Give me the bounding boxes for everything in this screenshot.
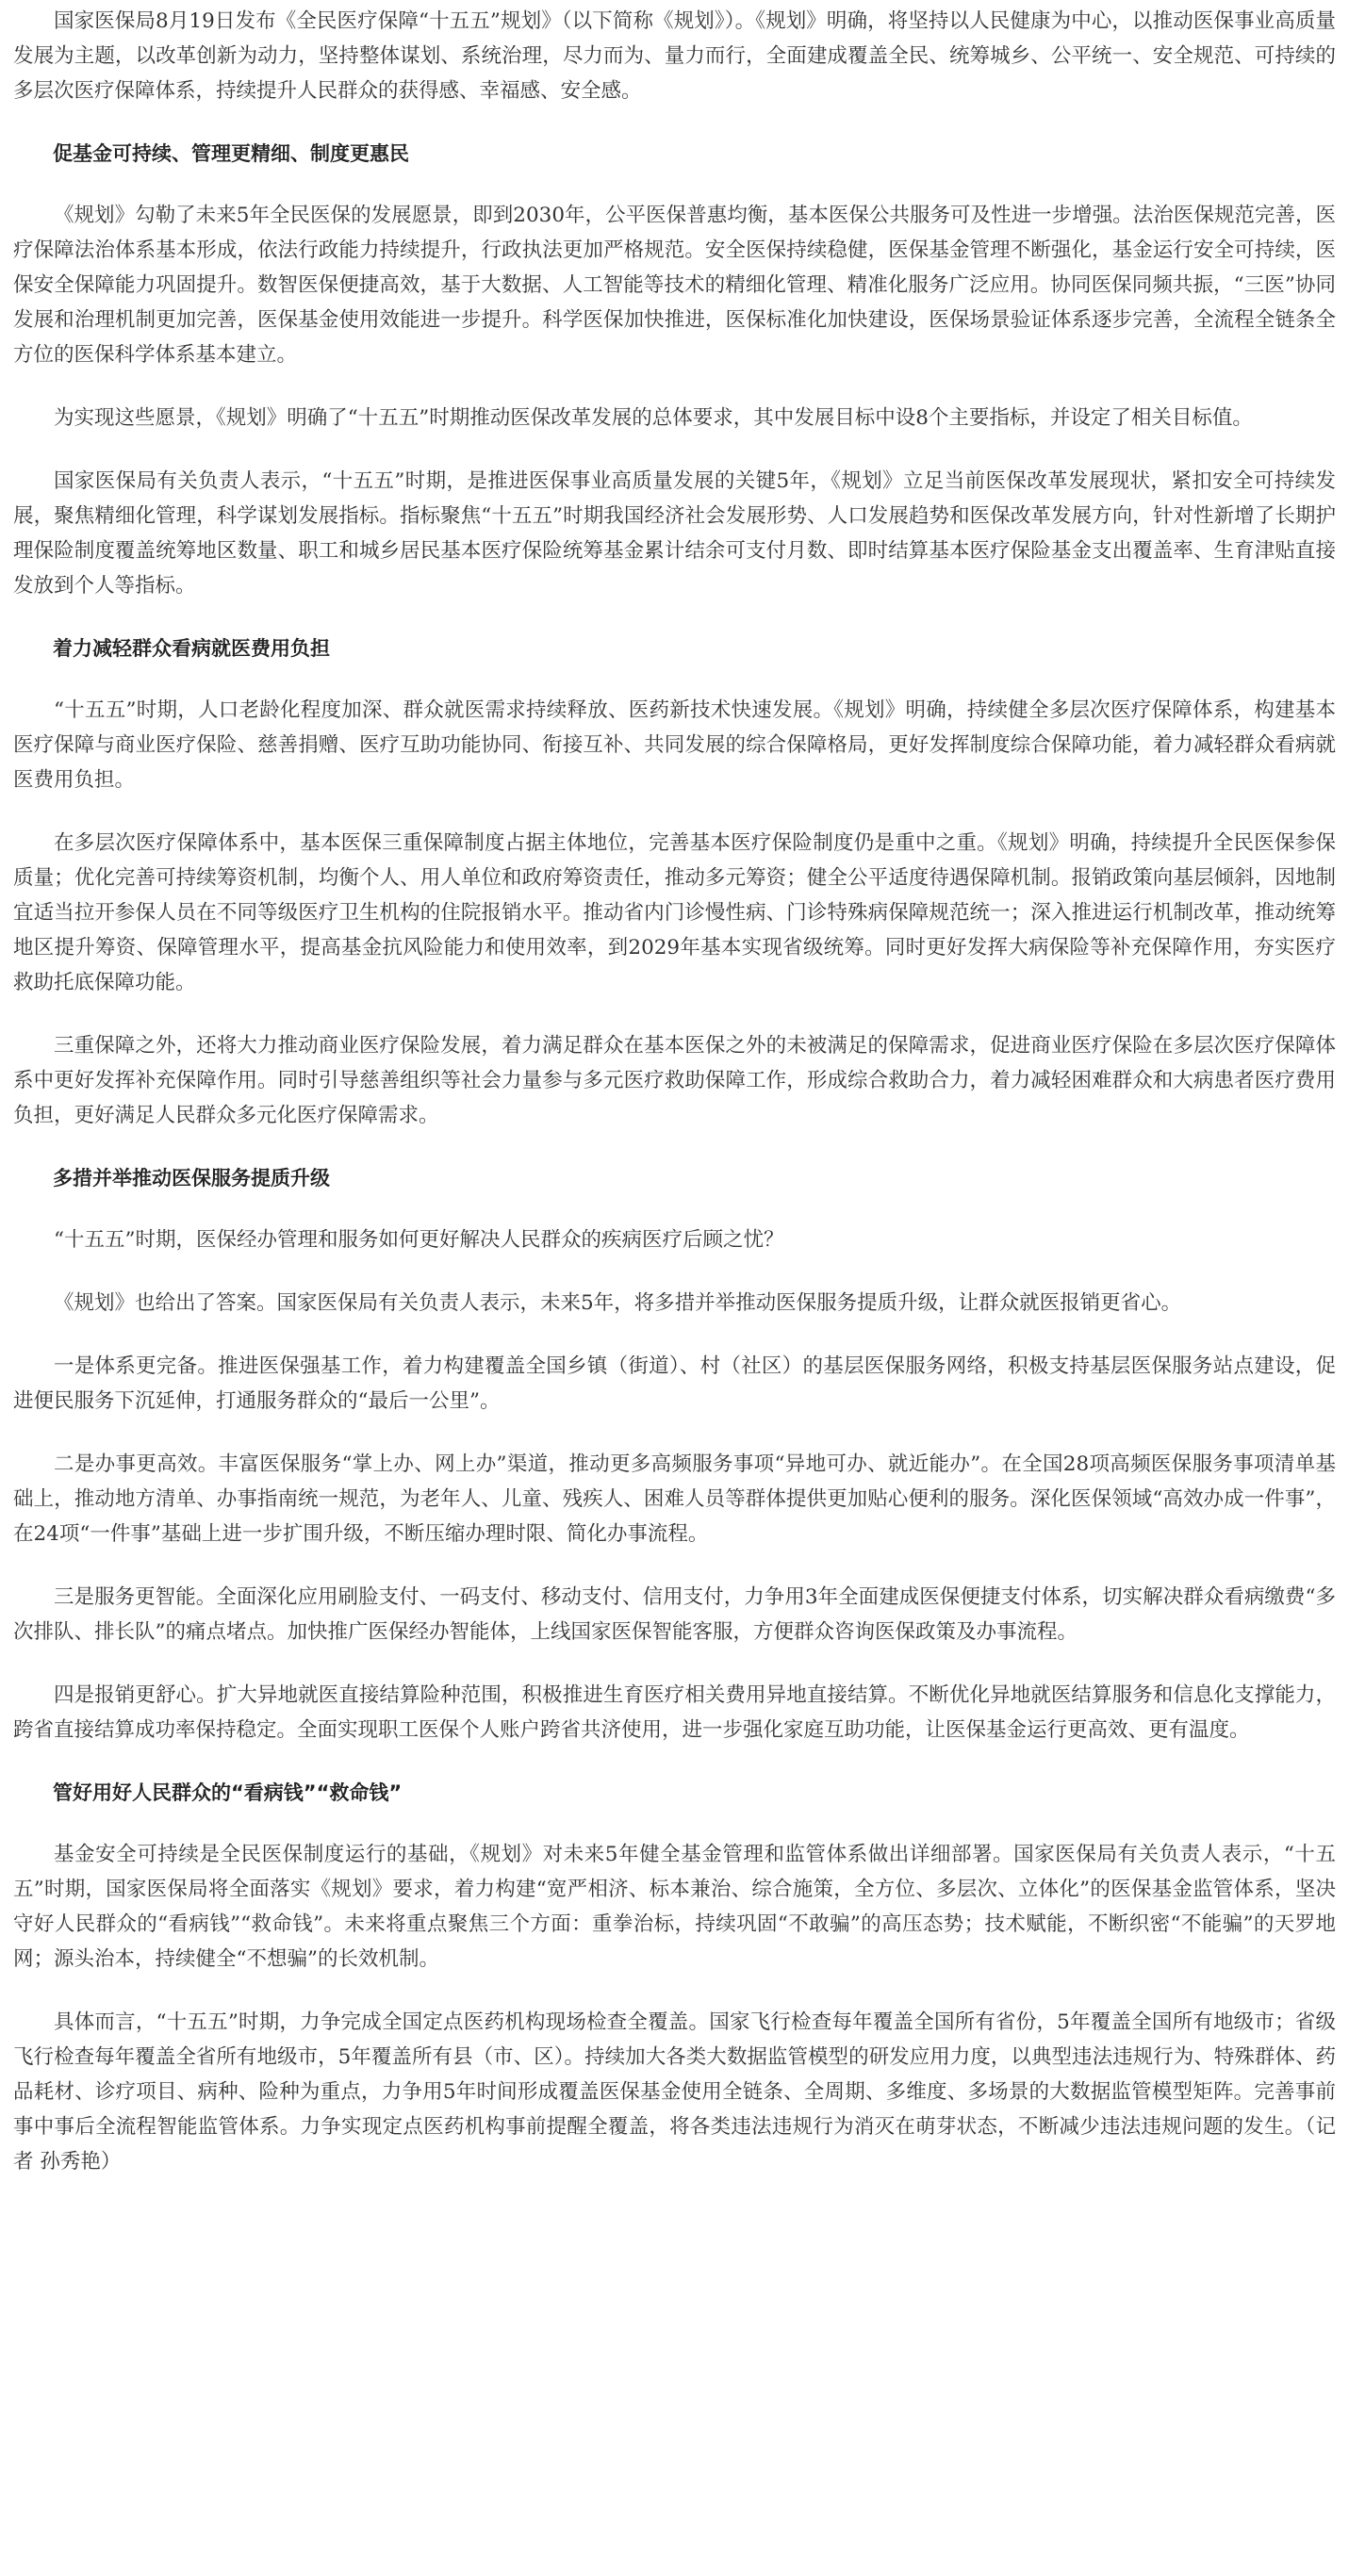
paragraph-supervision-details: 具体而言，“十五五”时期，力争完成全国定点医药机构现场检查全覆盖。国家飞行检查每年覆盖全国所有省份，5年覆盖全国所有地级市；省级飞行检查每年覆盖全省所有地级市，5年覆盖所有县（市、区）。持续加大各类大数据监管模型的研发应用力度，以典型违法违规行为、特殊群体、药品耗材、诊疗项目、病种、险种为重点，力争用5年时间形成覆盖医保基金使用全链条、全周期、多维度、多场景的大数据监管模型矩阵。完善事前事中事后全流程智能监管体系。力争实现定点医药机构事前提醒全覆盖，将各类违法违规行为消灭在萌芽状态，不断减少违法违规问题的发生。（记者 孙秀艳） xyxy=(13,2010,1336,2174)
paragraph-service-answer: 《规划》也给出了答案。国家医保局有关负责人表示，未来5年，将多措并举推动医保服务提质升级，让群众就医报销更省心。 xyxy=(54,1291,1182,1315)
section-heading-fund-supervision: 管好用好人民群众的“看病钱”“救命钱” xyxy=(53,1781,403,1804)
paragraph-supervision-system: 基金安全可持续是全民医保制度运行的基础，《规划》对未来5年健全基金管理和监管体系做出详细部署。国家医保局有关负责人表示，“十五五”时期，国家医保局将全面落实《规划》要求，着力构建“宽严相济、标本兼治、综合施策，全方位、多层次、立体化”的医保基金监管体系，坚决守好人民群众的“看病钱”“救命钱”。未来将重点聚焦三个方面：重拳治标，持续巩固“不敢骗”的高压态势；技术赋能，不断织密“不能骗”的天罗地网；源头治本，持续健全“不想骗”的长效机制。 xyxy=(13,1843,1336,1971)
paragraph-point-one: 一是体系更完备。推进医保强基工作，着力构建覆盖全国乡镇（街道）、村（社区）的基层医保服务网络，积极支持基层医保服务站点建设，促进便民服务下沉延伸，打通服务群众的“最后一公里”。 xyxy=(13,1354,1336,1413)
section-heading-reduce-burden: 着力减轻群众看病就医费用负担 xyxy=(53,637,330,660)
paragraph-overall-requirements: 为实现这些愿景，《规划》明确了“十五五”时期推动医保改革发展的总体要求，其中发展目标中设8个主要指标，并设定了相关目标值。 xyxy=(54,406,1253,430)
paragraph-point-four: 四是报销更舒心。扩大异地就医直接结算险种范围，积极推进生育医疗相关费用异地直接结算。不断优化异地就医结算服务和信息化支撑能力，跨省直接结算成功率保持稳定。全面实现职工医保个人账户跨省共济使用，进一步强化家庭互助功能，让医保基金运行更高效、更有温度。 xyxy=(13,1683,1336,1742)
paragraph-point-three: 三是服务更智能。全面深化应用刷脸支付、一码支付、移动支付、信用支付，力争用3年全面建成医保便捷支付体系，切实解决群众看病缴费“多次排队、排长队”的痛点堵点。加快推广医保经办智能体，上线国家医保智能客服，方便群众咨询医保政策及办事流程。 xyxy=(13,1585,1336,1644)
paragraph-vision: 《规划》勾勒了未来5年全民医保的发展愿景，即到2030年，公平医保普惠均衡，基本医保公共服务可及性进一步增强。法治医保规范完善，医疗保障法治体系基本形成，依法行政能力持续提升，行政执法更加严格规范。安全医保持续稳健，医保基金管理不断强化，基金运行安全可持续，医保安全保障能力巩固提升。数智医保便捷高效，基于大数据、人工智能等技术的精细化管理、精准化服务广泛应用。协同医保同频共振，“三医”协同发展和治理机制更加完善，医保基金使用效能进一步提升。科学医保加快推进，医保标准化加快建设，医保场景验证体系逐步完善，全流程全链条全方位的医保科学体系基本建立。 xyxy=(13,204,1336,367)
section-heading-fund-sustainability: 促基金可持续、管理更精细、制度更惠民 xyxy=(53,142,409,165)
paragraph-indicators: 国家医保局有关负责人表示，“十五五”时期，是推进医保事业高质量发展的关键5年，《规划》立足当前医保改革发展现状，紧扣安全可持续发展，聚焦精细化管理，科学谋划发展指标。指标聚焦“十五五”时期我国经济社会发展形势、人口发展趋势和医保改革发展方向，针对性新增了长期护理保险制度覆盖统筹地区数量、职工和城乡居民基本医疗保险统筹基金累计结余可支付月数、即时结算基本医疗保险基金支出覆盖率、生育津贴直接发放到个人等指标。 xyxy=(13,469,1336,598)
paragraph-point-two: 二是办事更高效。丰富医保服务“掌上办、网上办”渠道，推动更多高频服务事项“异地可办、就近能办”。在全国28项高频医保服务事项清单基础上，推动地方清单、办事指南统一规范，为老年人、儿童、残疾人、困难人员等群体提供更加贴心便利的服务。深化医保领域“高效办成一件事”，在24项“一件事”基础上进一步扩围升级，不断压缩办理时限、简化办事流程。 xyxy=(13,1452,1336,1546)
section-heading-service-upgrade: 多措并举推动医保服务提质升级 xyxy=(53,1167,330,1190)
paragraph-commercial-insurance: 三重保障之外，还将大力推动商业医疗保险发展，着力满足群众在基本医保之外的未被满足的保障需求，促进商业医疗保险在多层次医疗保障体系中更好发挥补充保障作用。同时引导慈善组织等社会力量参与多元医疗救助保障工作，形成综合救助合力，着力减轻困难群众和大病患者医疗费用负担，更好满足人民群众多元化医疗保障需求。 xyxy=(13,1034,1336,1127)
paragraph-service-question: “十五五”时期，医保经办管理和服务如何更好解决人民群众的疾病医疗后顾之忧？ xyxy=(54,1228,784,1252)
paragraph-multilevel-system: “十五五”时期，人口老龄化程度加深、群众就医需求持续释放、医药新技术快速发展。《规划》明确，持续健全多层次医疗保障体系，构建基本医疗保障与商业医疗保险、慈善捐赠、医疗互助功能协同、衔接互补、共同发展的综合保障格局，更好发挥制度综合保障功能，着力减轻群众看病就医费用负担。 xyxy=(13,698,1336,792)
paragraph-basic-insurance: 在多层次医疗保障体系中，基本医保三重保障制度占据主体地位，完善基本医疗保险制度仍是重中之重。《规划》明确，持续提升全民医保参保质量；优化完善可持续筹资机制，均衡个人、用人单位和政府筹资责任，推动多元筹资；健全公平适度待遇保障机制。报销政策向基层倾斜，因地制宜适当拉开参保人员在不同等级医疗卫生机构的住院报销水平。推动省内门诊慢性病、门诊特殊病保障规范统一；深入推进运行机制改革，推动统筹地区提升筹资、保障管理水平，提高基金抗风险能力和使用效率，到2029年基本实现省级统筹。同时更好发挥大病保险等补充保障作用，夯实医疗救助托底保障功能。 xyxy=(13,831,1336,994)
paragraph-intro: 国家医保局8月19日发布《全民医疗保障“十五五”规划》（以下简称《规划》）。《规划》明确，将坚持以人民健康为中心，以推动医保事业高质量发展为主题，以改革创新为动力，坚持整体谋划、系统治理，尽力而为、量力而行，全面建成覆盖全民、统筹城乡、公平统一、安全规范、可持续的多层次医疗保障体系，持续提升人民群众的获得感、幸福感、安全感。 xyxy=(13,9,1336,103)
